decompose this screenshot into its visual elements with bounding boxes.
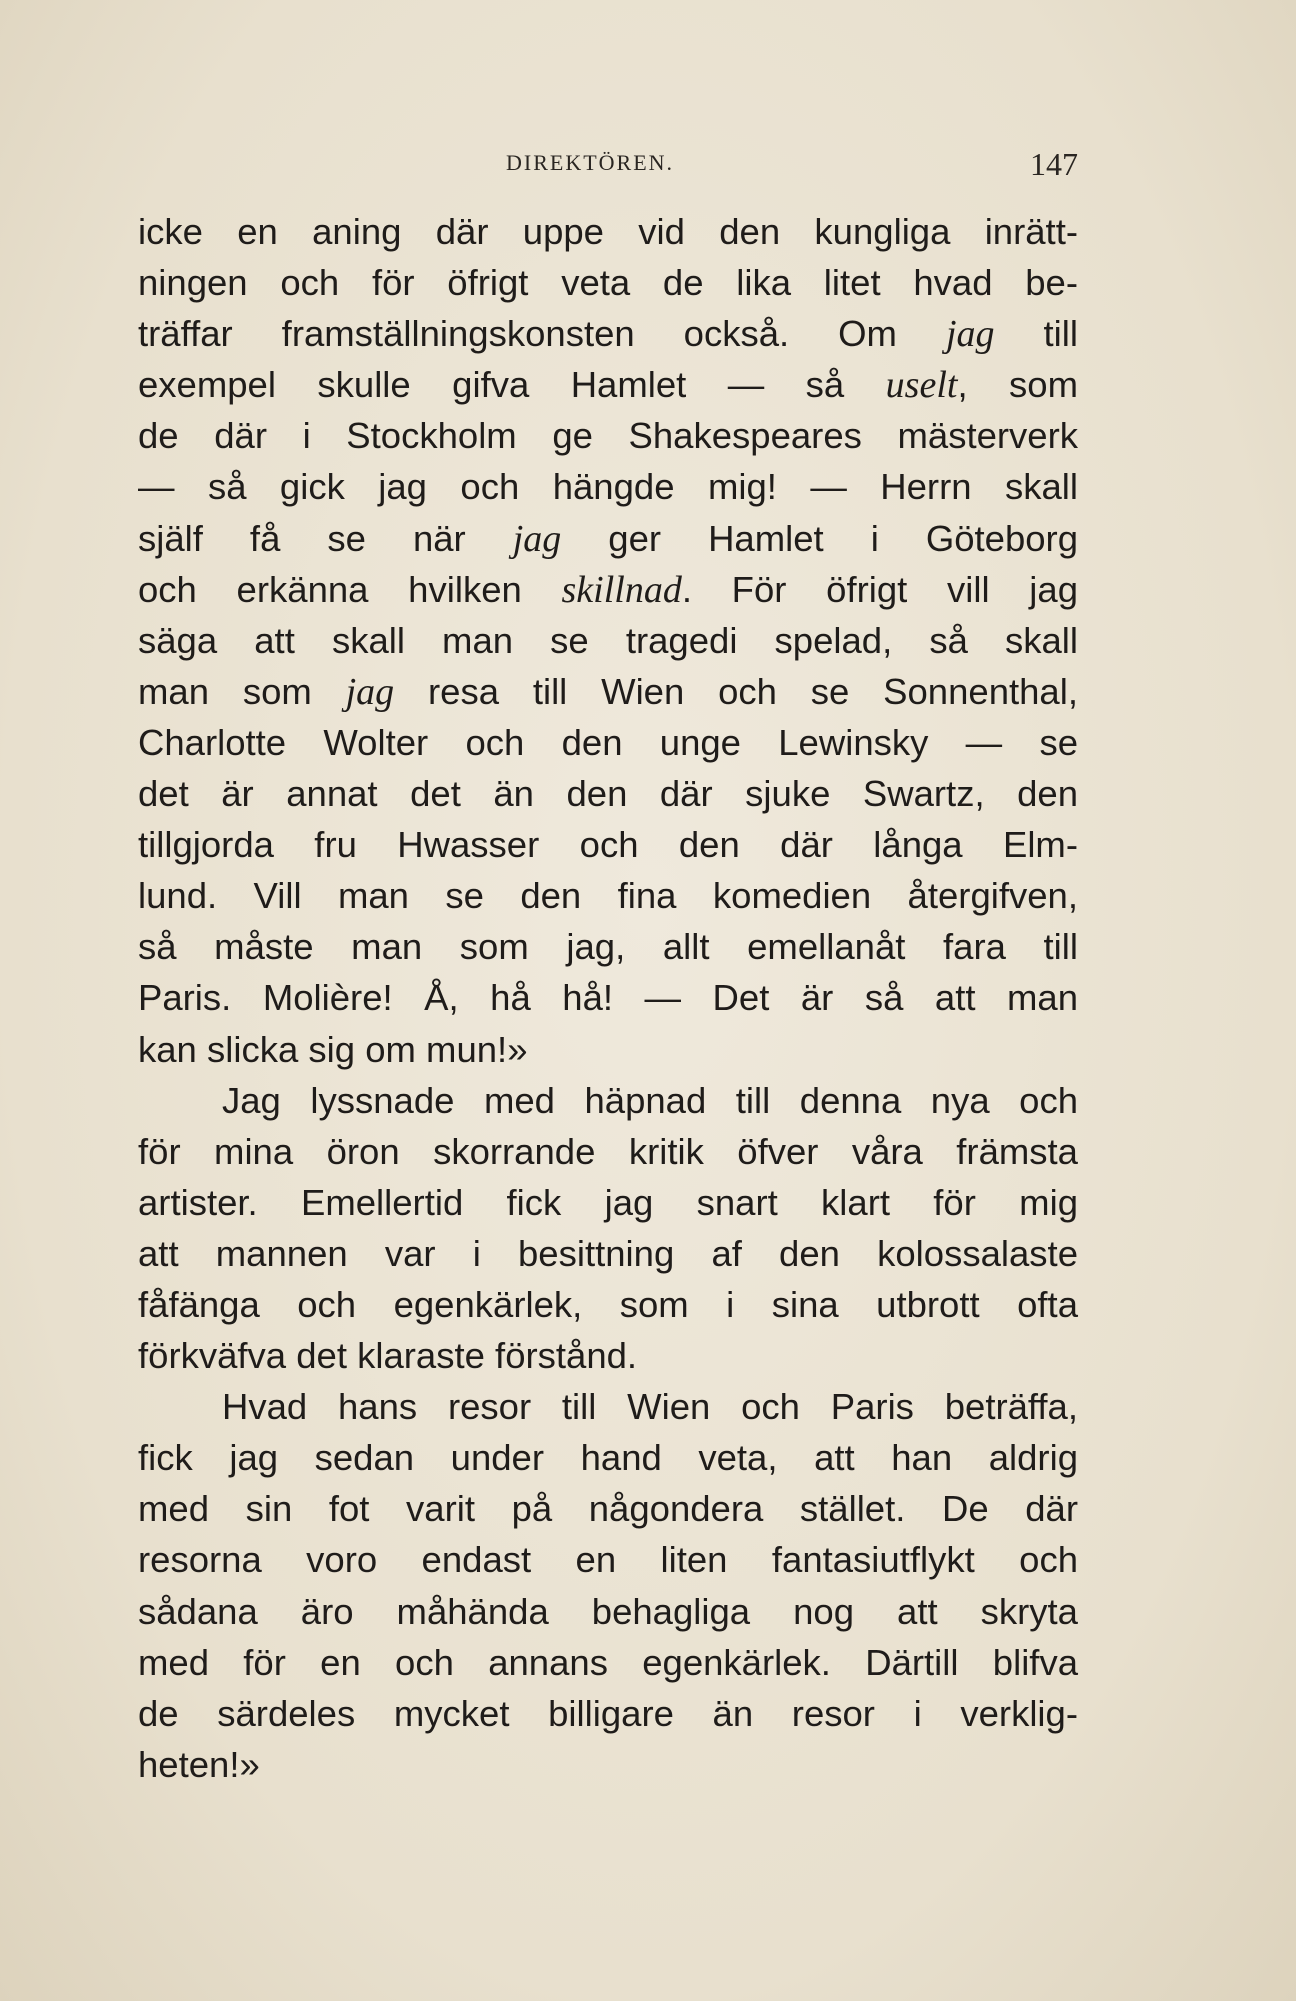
- text-line: heten!»: [138, 1743, 260, 1785]
- text-line: förkväfva det klaraste förstånd.: [138, 1335, 638, 1377]
- text-line: så måste man som jag, allt emellanåt fara till: [138, 926, 1078, 968]
- text-line: resorna voro endast en liten fantasiutflykt och: [138, 1539, 1078, 1581]
- page-header: [138, 146, 1078, 186]
- text-line: de särdeles mycket billigare än resor i verklig-: [138, 1692, 1078, 1734]
- text-line: artister. Emellertid fick jag snart klart för mig: [138, 1181, 1078, 1223]
- text-line: fåfänga och egenkärlek, som i sina utbrott ofta: [138, 1283, 1078, 1325]
- text-line: icke en aning där uppe vid den kungliga inrätt-: [138, 211, 1078, 252]
- text-line: ningen och för öfrigt veta de lika litet hvad be-: [138, 262, 1078, 304]
- text-line: exempel skulle gifva Hamlet — så uselt, som: [138, 364, 1078, 407]
- text-line: tillgjorda fru Hwasser och den där långa Elm-: [138, 824, 1078, 866]
- text-line: med för en och annans egenkärlek. Därtill blifva: [138, 1641, 1078, 1683]
- text-line: för mina öron skorrande kritik öfver våra främsta: [138, 1130, 1078, 1172]
- text-line: säga att skall man se tragedi spelad, så skall: [138, 619, 1078, 661]
- text-line: de där i Stockholm ge Shakespeares mästerverk: [138, 415, 1078, 457]
- text-line: träffar framställningskonsten också. Om jag till: [138, 313, 1078, 356]
- text-line: Jag lyssnade med häpnad till denna nya och: [222, 1079, 1078, 1121]
- text-line: och erkänna hvilken skillnad. För öfrigt vill jag: [138, 568, 1078, 611]
- text-line: Hvad hans resor till Wien och Paris beträffa,: [222, 1386, 1078, 1428]
- text-line: Paris. Molière! Å, hå hå! — Det är så att man: [138, 977, 1078, 1019]
- text-line: fick jag sedan under hand veta, att han aldrig: [138, 1437, 1078, 1479]
- text-line: sådana äro måhända behagliga nog att skryta: [138, 1590, 1078, 1632]
- text-line: man som jag resa till Wien och se Sonnenthal,: [138, 670, 1078, 713]
- text-line: kan slicka sig om mun!»: [138, 1028, 528, 1070]
- text-line: lund. Vill man se den fina komedien återgifven,: [138, 875, 1078, 917]
- text-line: själf få se när jag ger Hamlet i Göteborg: [138, 517, 1078, 560]
- text-line: — så gick jag och hängde mig! — Herrn skall: [138, 466, 1078, 508]
- text-line: att mannen var i besittning af den kolossalaste: [138, 1232, 1078, 1274]
- running-head: DIREKTÖREN.: [506, 150, 675, 175]
- text-line: med sin fot varit på någondera stället. De där: [138, 1488, 1078, 1530]
- body-text: [138, 206, 1078, 1790]
- page-number: 147: [1030, 146, 1078, 182]
- text-line: Charlotte Wolter och den unge Lewinsky — se: [138, 721, 1078, 763]
- text-line: det är annat det än den där sjuke Swartz, den: [138, 773, 1078, 815]
